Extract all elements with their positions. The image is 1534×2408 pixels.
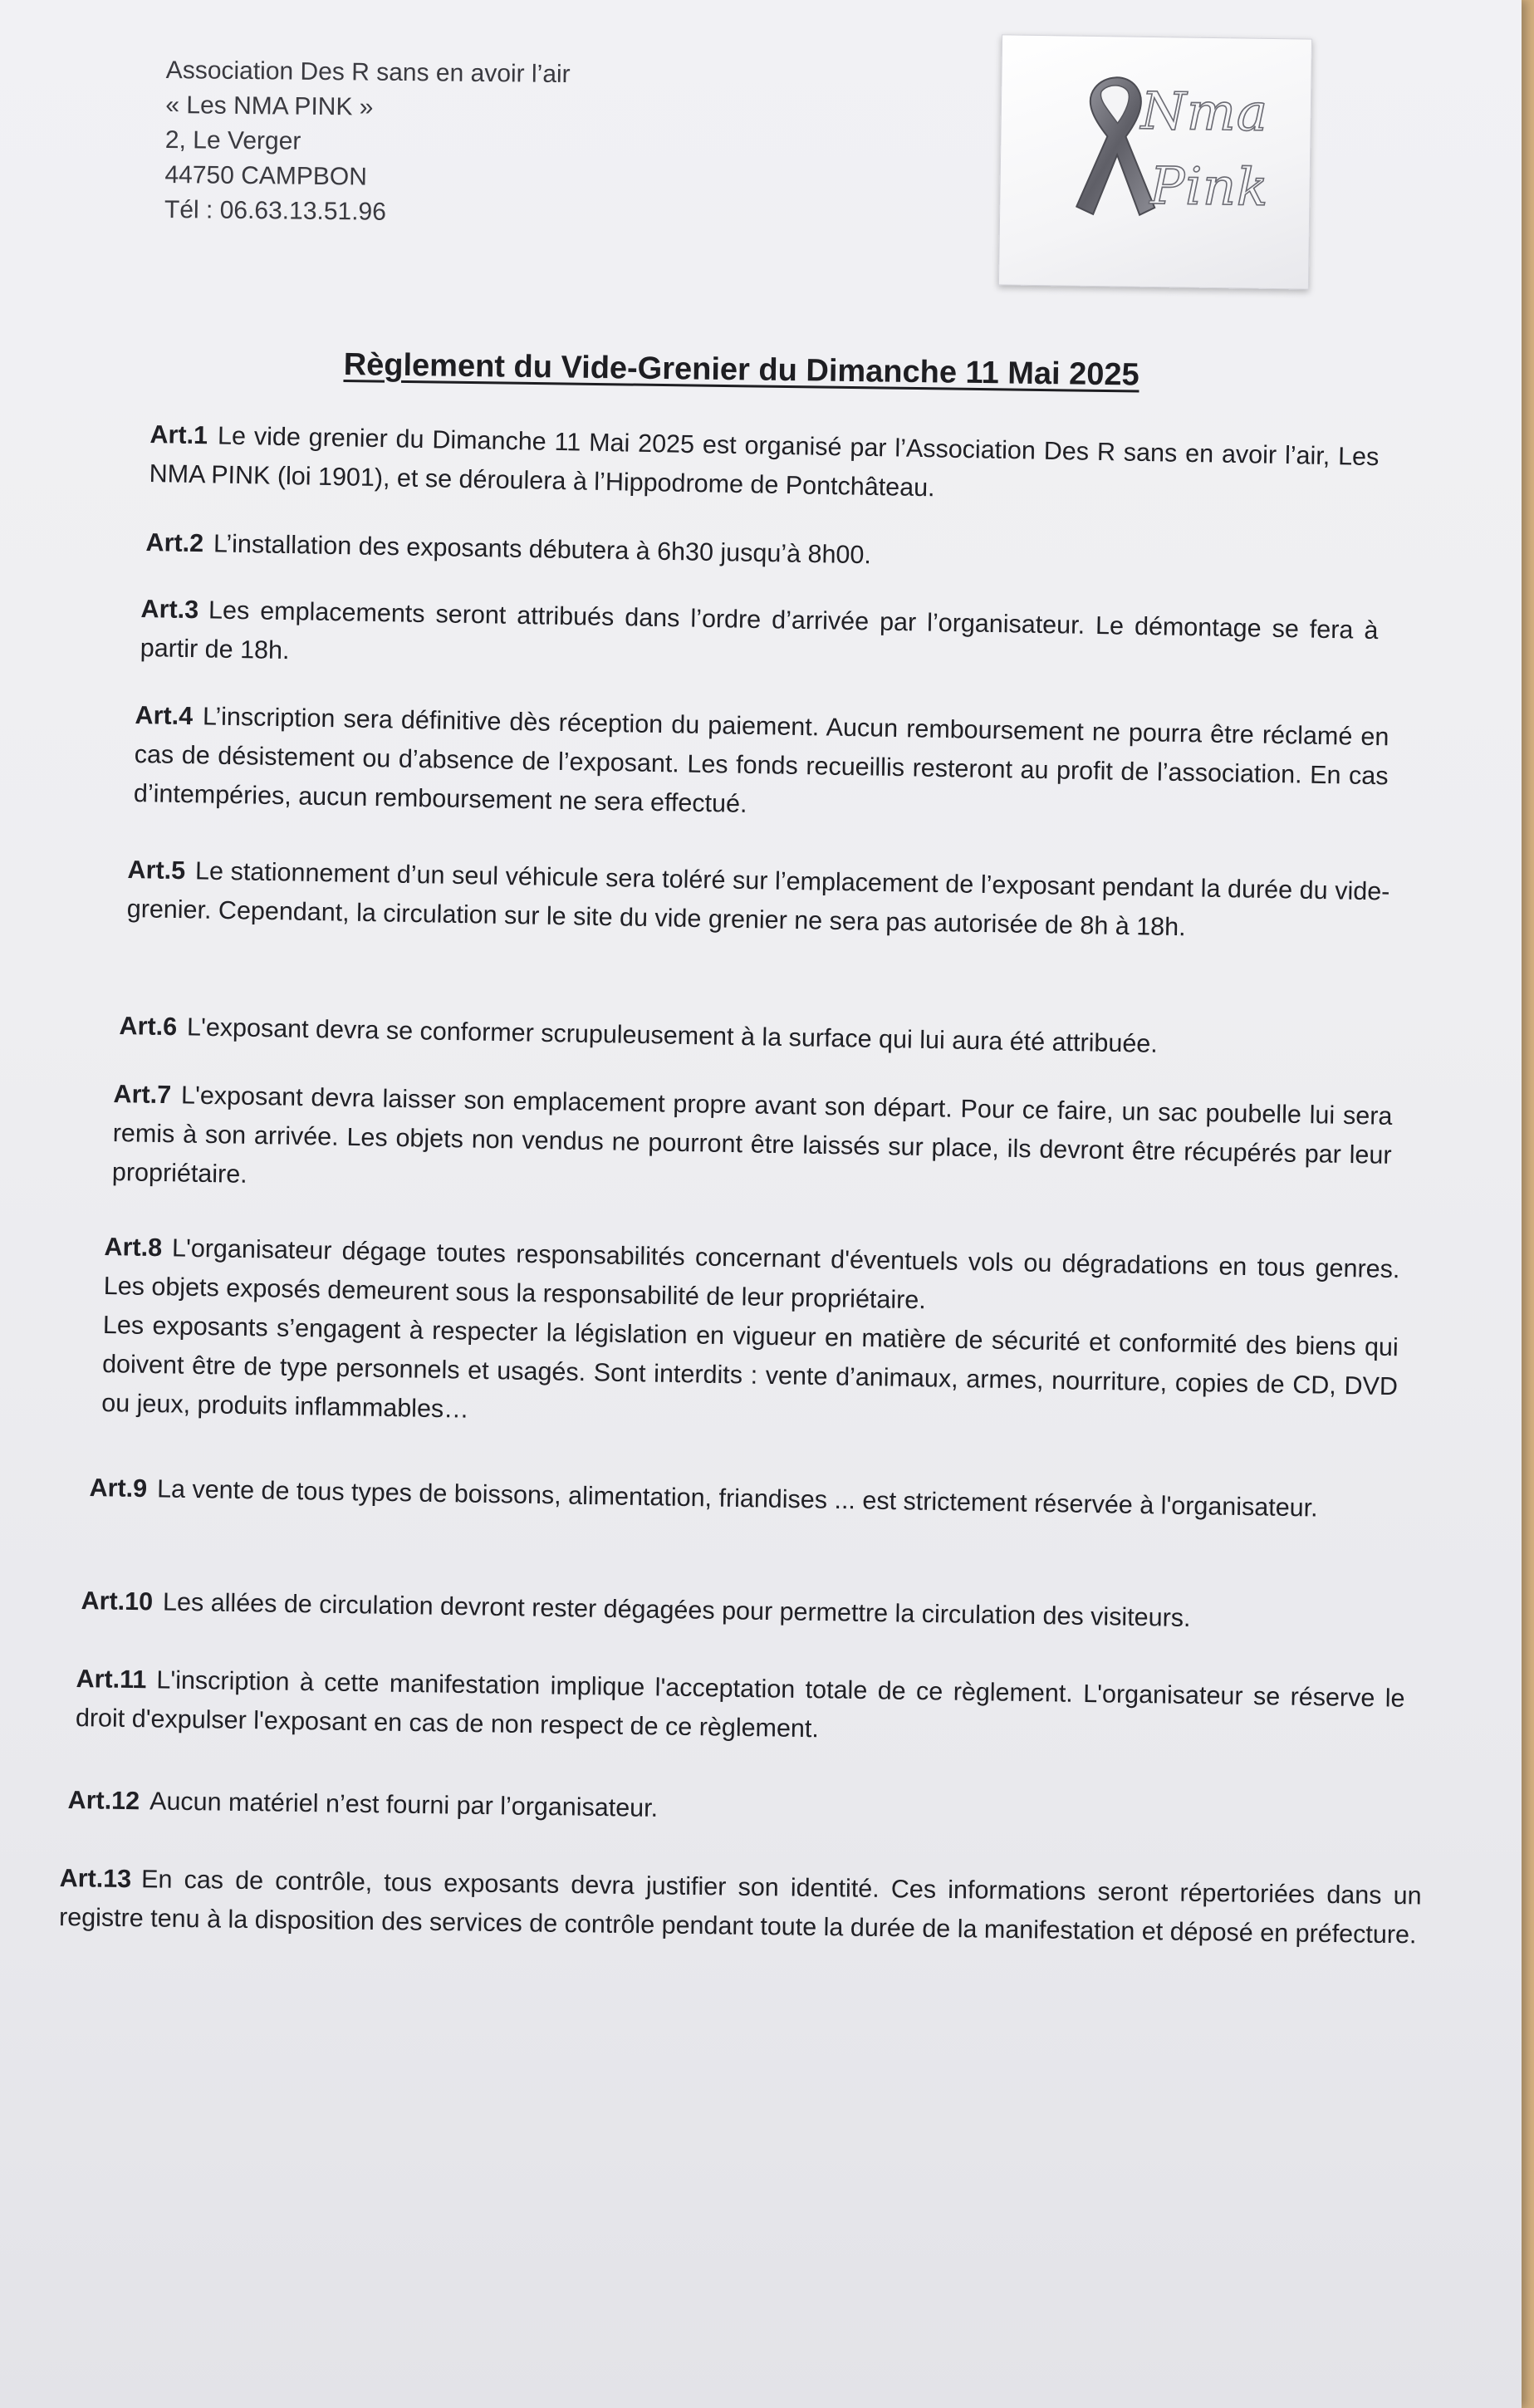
article-text-continued: Les exposants s’engagent à respecter la législation en vigueur en matière de sécurité et conformité des biens qui doivent être de type personnels et usagés. Sont interdits : vente d’animaux, armes, nourriture, copies de CD, DVD ou jeux, produits inflammables… [101,1310,1399,1424]
article-text: Aucun matériel n’est fourni par l’organisateur. [149,1787,659,1822]
address-line-group: « Les NMA PINK » [165,91,374,121]
article-label: Art.13 [59,1863,132,1894]
article-5 [126,851,1389,951]
article-text: Les emplacements seront attribués dans l’ordre d’arrivée par l’organisateur. Le démontage se fera à partir de 18h. [140,596,1379,665]
article-label: Art.7 [113,1079,172,1110]
association-address [164,53,571,232]
article-label: Art.10 [81,1586,154,1616]
address-line-phone: Tél : 06.63.13.51.96 [164,195,387,226]
article-12 [67,1781,1397,1838]
article-label: Art.8 [104,1232,163,1263]
document-title: Règlement du Vide-Grenier du Dimanche 11 Mai 2025 [343,347,1139,393]
article-label: Art.12 [67,1785,140,1816]
article-7 [112,1075,1393,1214]
article-4 [134,696,1389,835]
article-6 [119,1007,1382,1068]
article-2 [145,523,1375,584]
article-label: Art.4 [135,700,194,731]
article-text: L'exposant devra se conformer scrupuleusement à la surface qui lui aura été attribuée. [186,1013,1159,1058]
article-label: Art.11 [76,1664,147,1694]
article-13 [59,1859,1422,1954]
article-text: La vente de tous types de boissons, alimentation, friandises ... est strictement réservée à l'organisateur. [156,1474,1318,1523]
article-text: Les allées de circulation devront rester dégagées pour permettre la circulation des visiteurs. [162,1587,1191,1632]
association-logo [998,34,1312,289]
article-text: En cas de contrôle, tous exposants devra justifier son identité. Ces informations seront répertoriées dans un registre tenu à la disposition des services de contrôle pendant toute la durée de la manifestation et déposé en préfecture. [58,1865,1422,1949]
article-3 [140,590,1378,689]
article-label: Art.9 [89,1473,148,1503]
article-label: Art.2 [145,527,204,558]
article-text: L'organisateur dégage toutes responsabilités concernant d'éventuels vols ou dégradations en tous genres. Les objets exposés demeurent sous la responsabilité de leur propriétaire. [103,1233,1400,1315]
article-8 [101,1228,1400,1445]
address-line-name: Association Des R sans en avoir l’air [165,56,571,89]
article-label: Art.3 [140,594,199,625]
article-text: Le stationnement d’un seul véhicule sera toléré sur l’emplacement de l’exposant pendant la durée du vide-grenier. Cependant, la circulation sur le site du vide grenier ne sera pas autorisée de 8h à 18h. [126,856,1390,942]
logo-word-nma: Nma [1140,80,1269,143]
article-9 [89,1469,1402,1529]
article-10 [81,1582,1394,1641]
article-1 [149,415,1379,516]
article-text: L’installation des exposants débutera à 6h30 jusqu’à 8h00. [213,529,872,570]
article-label: Art.1 [149,419,208,450]
article-text: Le vide grenier du Dimanche 11 Mai 2025 est organisé par l’Association Des R sans en avoir l’air, Les NMA PINK (loi 1901), et se déroulera à l’Hippodrome de Pontchâteau. [149,421,1380,503]
article-text: L’inscription sera définitive dès réception du paiement. Aucun remboursement ne pourra être réclamé en cas de désistement ou d’absence de l’exposant. Les fonds recueillis resteront au profit de l’association. En cas d’intempéries, aucun remboursement ne sera effectué. [133,702,1389,818]
article-label: Art.5 [127,855,186,885]
article-11 [76,1660,1405,1758]
address-line-city: 44750 CAMPBON [164,160,368,191]
address-line-street: 2, Le Verger [164,125,301,155]
article-text: L'inscription à cette manifestation implique l'acceptation totale de ce règlement. L'organisateur se réserve le droit d'expulser l'exposant en cas de non respect de ce règlement. [75,1665,1405,1743]
article-label: Art.6 [119,1011,178,1042]
logo-word-pink: Pink [1149,154,1270,218]
article-text: L'exposant devra laisser son emplacement propre avant son départ. Pour ce faire, un sac poubelle lui sera remis à son arrivée. Les objets non vendus ne pourront être laissés sur place, ils devront être récupérés par leur propriétaire. [111,1081,1393,1189]
